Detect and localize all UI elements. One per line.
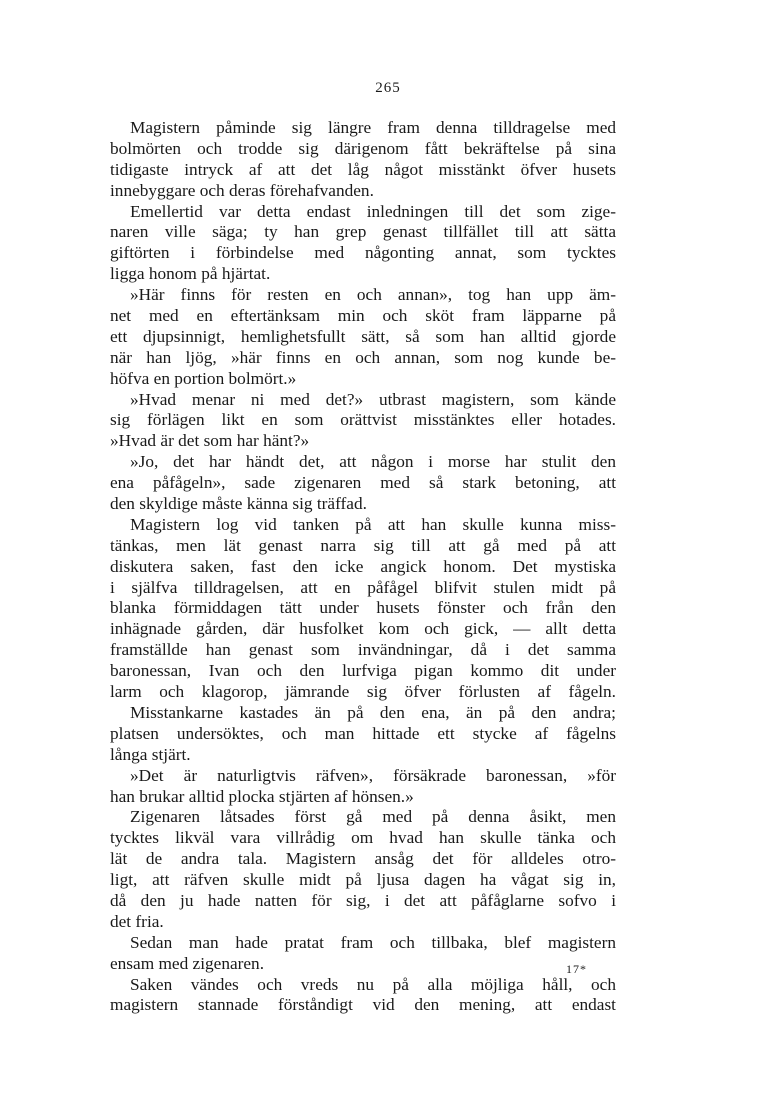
text-line: net med en eftertänksam min och sköt fram läpparne på [110,306,616,326]
text-line: »Här finns för resten en och annan», tog han upp äm- [130,285,616,305]
text-line: då den ju hade natten för sig, i det att påfåglarne sofvo i [110,890,616,910]
text-line: naren ville säga; ty han grep genast tillfället till att sätta [110,222,616,242]
text-line: tycktes likväl vara villrådig om hvad han skulle tänka och [110,828,616,848]
text-line: ena påfågeln», sade zigenaren med så stark betoning, att [110,473,616,493]
text-line: innebyggare och deras förehafvanden. [110,180,374,200]
text-line: larm och klagorop, jämrande sig öfver förlusten af fågeln. [110,682,616,702]
text-line: höfva en portion bolmört.» [110,368,297,388]
text-line: magistern stannade förståndigt vid den mening, att endast [110,995,616,1015]
signature-mark: 17* [566,962,587,976]
text-line: blanka förmiddagen tätt under husets fönster och från den [110,598,616,618]
text-line: inhägnade gården, där husfolket kom och gick, — allt detta [110,619,616,639]
text-line: tänkas, men lät genast narra sig till att gå med på att [110,535,616,555]
text-line: ligt, att räfven skulle midt på ljusa dagen ha vågat sig in, [110,870,616,890]
text-line: lät de andra tala. Magistern ansåg det för alldeles otro- [110,849,616,869]
text-line: »Jo, det har händt det, att någon i morse har stulit den [130,452,616,472]
text-line: framställde han genast som invändningar, då i det samma [110,640,616,660]
text-line: Saken vändes och vreds nu på alla möjliga håll, och [130,974,616,994]
text-line: den skyldige måste känna sig träffad. [110,494,367,514]
text-line: bolmörten och trodde sig därigenom fått bekräftelse på sina [110,138,616,158]
page-number: 265 [375,80,401,96]
text-line: diskutera saken, fast den icke angick honom. Det mystiska [110,556,616,576]
text-line: Misstankarne kastades än på den ena, än på den andra; [130,702,616,722]
text-line: »Det är naturligtvis räfven», försäkrade baronessan, »för [130,765,616,785]
text-line: ett djupsinnigt, hemlighetsfullt sätt, så som han alltid gjorde [110,326,616,346]
text-line: platsen undersöktes, och man hittade ett stycke af fågelns [110,723,616,743]
text-line: Magistern påminde sig längre fram denna tilldragelse med [130,118,616,137]
text-line: långa stjärt. [110,744,191,764]
text-line: Zigenaren låtsades först gå med på denna åsikt, men [130,807,616,827]
text-line: giftörten i förbindelse med någonting annat, som tycktes [110,243,616,263]
text-line: »Hvad är det som har hänt?» [110,431,310,451]
text-line: sig förlägen likt en som orättvist misstänktes eller hotades. [110,410,616,430]
text-line: i själfva tilldragelsen, att en påfågel blifvit stulen midt på [110,577,616,597]
text-line: Emellertid var detta endast inledningen till det som zige- [130,201,616,221]
text-line: när han ljög, »här finns en och annan, som nog kunde be- [110,347,616,367]
text-line: Magistern log vid tanken på att han skulle kunna miss- [130,514,616,534]
text-line: han brukar alltid plocka stjärten af hönsen.» [110,786,414,806]
text-line: tidigaste intryck af att det låg något misstänkt öfver husets [110,159,616,179]
text-line: ensam med zigenaren. [110,953,265,973]
text-line: det fria. [110,911,164,931]
text-line: »Hvad menar ni med det?» utbrast magistern, som kände [130,389,616,409]
text-line: baronessan, Ivan och den lurfviga pigan kommo dit under [110,661,616,681]
text-line: ligga honom på hjärtat. [110,264,271,284]
body-text [110,118,616,1016]
text-line: Sedan man hade pratat fram och tillbaka, blef magistern [130,932,616,952]
